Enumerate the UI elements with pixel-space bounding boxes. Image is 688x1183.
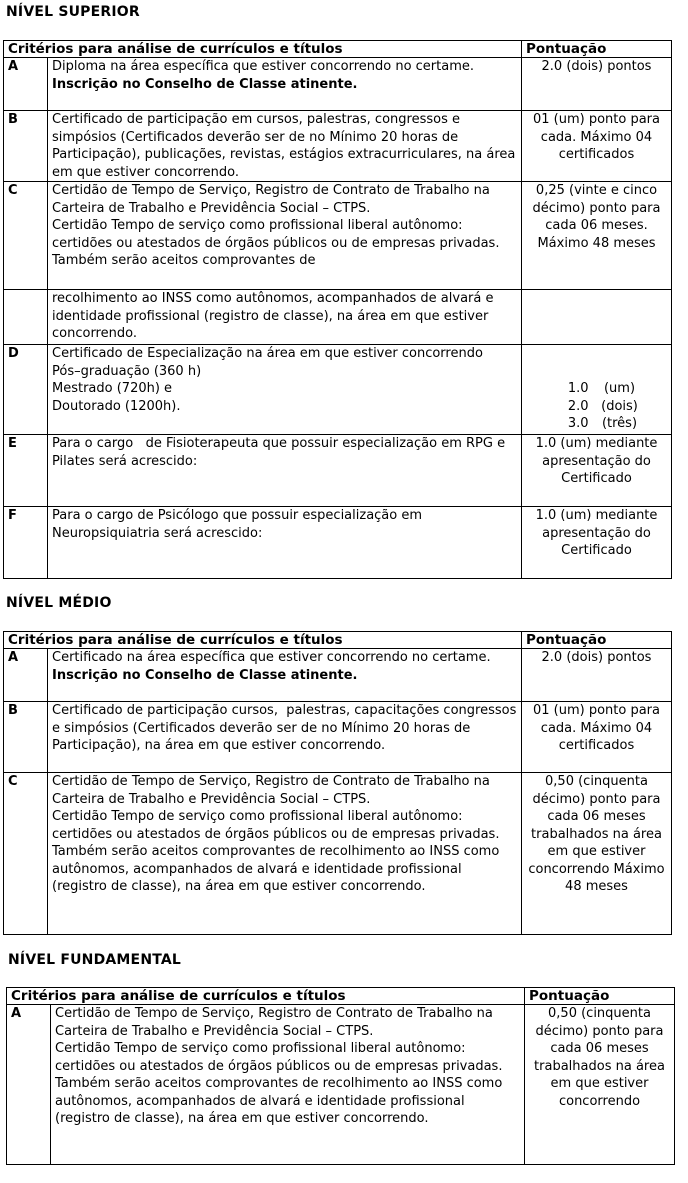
row-criteria: Certificado de Especialização na área em que estiver concorrendo Pós–graduação (360 h) Mestrado (720h) e Doutorado (1200h).: [48, 345, 522, 435]
row-score-empty: [522, 290, 672, 345]
row-score: 2.0 (dois) pontos: [522, 58, 672, 111]
table-row: [4, 58, 672, 111]
criteria-table-medio: [3, 631, 672, 935]
degree-label: Pós–graduação (360 h): [52, 363, 202, 379]
row-criteria: Certificado na área específica que estiver concorrendo no certame. Inscrição no Conselho de Classe atinente.: [48, 649, 522, 702]
table-row: [4, 773, 672, 935]
header-criteria: Critérios para análise de currículos e títulos: [4, 41, 522, 58]
section-title-fundamental: NÍVEL FUNDAMENTAL: [8, 952, 182, 968]
table-row: [4, 290, 672, 345]
row-letter: A: [4, 58, 48, 111]
row-score: 0,50 (cinquenta décimo) ponto para cada 06 meses trabalhados na área em que estiver concorrendo Máximo 48 meses: [522, 773, 672, 935]
row-letter: C: [4, 773, 48, 935]
header-criteria: Critérios para análise de currículos e títulos: [4, 632, 522, 649]
bold-requirement: Inscrição no Conselho de Classe atinente.: [52, 76, 358, 92]
header-criteria: Critérios para análise de currículos e títulos: [7, 988, 525, 1005]
row-score: 0,50 (cinquenta décimo) ponto para cada 06 meses trabalhados na área em que estiver concorrendo: [525, 1005, 675, 1165]
degree-label: Mestrado (720h) e: [52, 381, 173, 396]
row-criteria: Certidão de Tempo de Serviço, Registro de Contrato de Trabalho na Carteira de Trabalho e Previdência Social – CTPS. Certidão Tempo de serviço como profissional liberal autônomo: certidões ou atestados de órgãos públicos ou de empresas privadas. Também serão aceitos comprovantes de: [48, 182, 522, 290]
criteria-table-fundamental: [6, 987, 675, 1165]
row-letter: B: [4, 111, 48, 182]
row-score: 1.0 (um) mediante apresentação do Certificado: [522, 435, 672, 507]
row-score: 1.0 (um) mediante apresentação do Certificado: [522, 507, 672, 579]
table-row: [4, 435, 672, 507]
table-row: [4, 111, 672, 182]
table-row: [7, 1005, 675, 1165]
row-score: 1.0 (um) 2.0 (dois) 3.0 (três): [522, 345, 672, 435]
row-letter: E: [4, 435, 48, 507]
row-criteria: Diploma na área específica que estiver concorrendo no certame. Inscrição no Conselho de Classe atinente.: [48, 58, 522, 111]
row-score: 01 (um) ponto para cada. Máximo 04 certificados: [522, 702, 672, 773]
row-letter: A: [4, 649, 48, 702]
row-criteria: Certificado de participação cursos, palestras, capacitações congressos e simpósios (Certificados deverão ser de no Mínimo 20 horas de Participação), na área em que estiver concorrendo.: [48, 702, 522, 773]
row-score: 2.0 (dois) pontos: [522, 649, 672, 702]
section-title-superior: NÍVEL SUPERIOR: [6, 4, 140, 20]
row-letter: B: [4, 702, 48, 773]
header-score: Pontuação: [525, 988, 675, 1005]
row-letter-empty: [4, 290, 48, 345]
row-score: 01 (um) ponto para cada. Máximo 04 certificados: [522, 111, 672, 182]
row-criteria: Certificado de participação em cursos, palestras, congressos e simpósios (Certificados deverão ser de no Mínimo 20 horas de Participação), publicações, revistas, estágios extracurriculares, na área em que estiver concorrendo.: [48, 111, 522, 182]
table-row: [4, 702, 672, 773]
row-criteria: Certidão de Tempo de Serviço, Registro de Contrato de Trabalho na Carteira de Trabalho e Previdência Social – CTPS. Certidão Tempo de serviço como profissional liberal autônomo: certidões ou atestados de órgãos públicos ou de empresas privadas. Também serão aceitos comprovantes de recolhimento ao INSS como autônomos, acompanhados de alvará e identidade profissional (registro de classe), na área em que estiver concorrendo.: [51, 1005, 525, 1165]
table-row: [4, 507, 672, 579]
table-header-row: [4, 41, 672, 58]
criteria-table-superior: [3, 40, 672, 579]
table-row: [4, 345, 672, 435]
header-score: Pontuação: [522, 632, 672, 649]
row-letter: D: [4, 345, 48, 435]
row-criteria: Para o cargo de Psicólogo que possuir especialização em Neuropsiquiatria será acrescido:: [48, 507, 522, 579]
table-row: [4, 182, 672, 290]
row-criteria: Para o cargo de Fisioterapeuta que possuir especialização em RPG e Pilates será acrescido:: [48, 435, 522, 507]
row-criteria-continued: recolhimento ao INSS como autônomos, acompanhados de alvará e identidade profissional (registro de classe), na área em que estiver concorrendo.: [48, 290, 522, 345]
table-header-row: [4, 632, 672, 649]
table-header-row: [7, 988, 675, 1005]
header-score: Pontuação: [522, 41, 672, 58]
row-letter: C: [4, 182, 48, 290]
section-title-medio: NÍVEL MÉDIO: [6, 595, 112, 611]
table-row: [4, 649, 672, 702]
row-letter: F: [4, 507, 48, 579]
row-score: 0,25 (vinte e cinco décimo) ponto para cada 06 meses. Máximo 48 meses: [522, 182, 672, 290]
row-criteria: Certidão de Tempo de Serviço, Registro de Contrato de Trabalho na Carteira de Trabalho e Previdência Social – CTPS. Certidão Tempo de serviço como profissional liberal autônomo: certidões ou atestados de órgãos públicos ou de empresas privadas. Também serão aceitos comprovantes de recolhimento ao INSS como autônomos, acompanhados de alvará e identidade profissional (registro de classe), na área em que estiver concorrendo.: [48, 773, 522, 935]
degree-label: Doutorado (1200h).: [52, 398, 181, 414]
bold-requirement: Inscrição no Conselho de Classe atinente.: [52, 667, 358, 683]
row-letter: A: [7, 1005, 51, 1165]
